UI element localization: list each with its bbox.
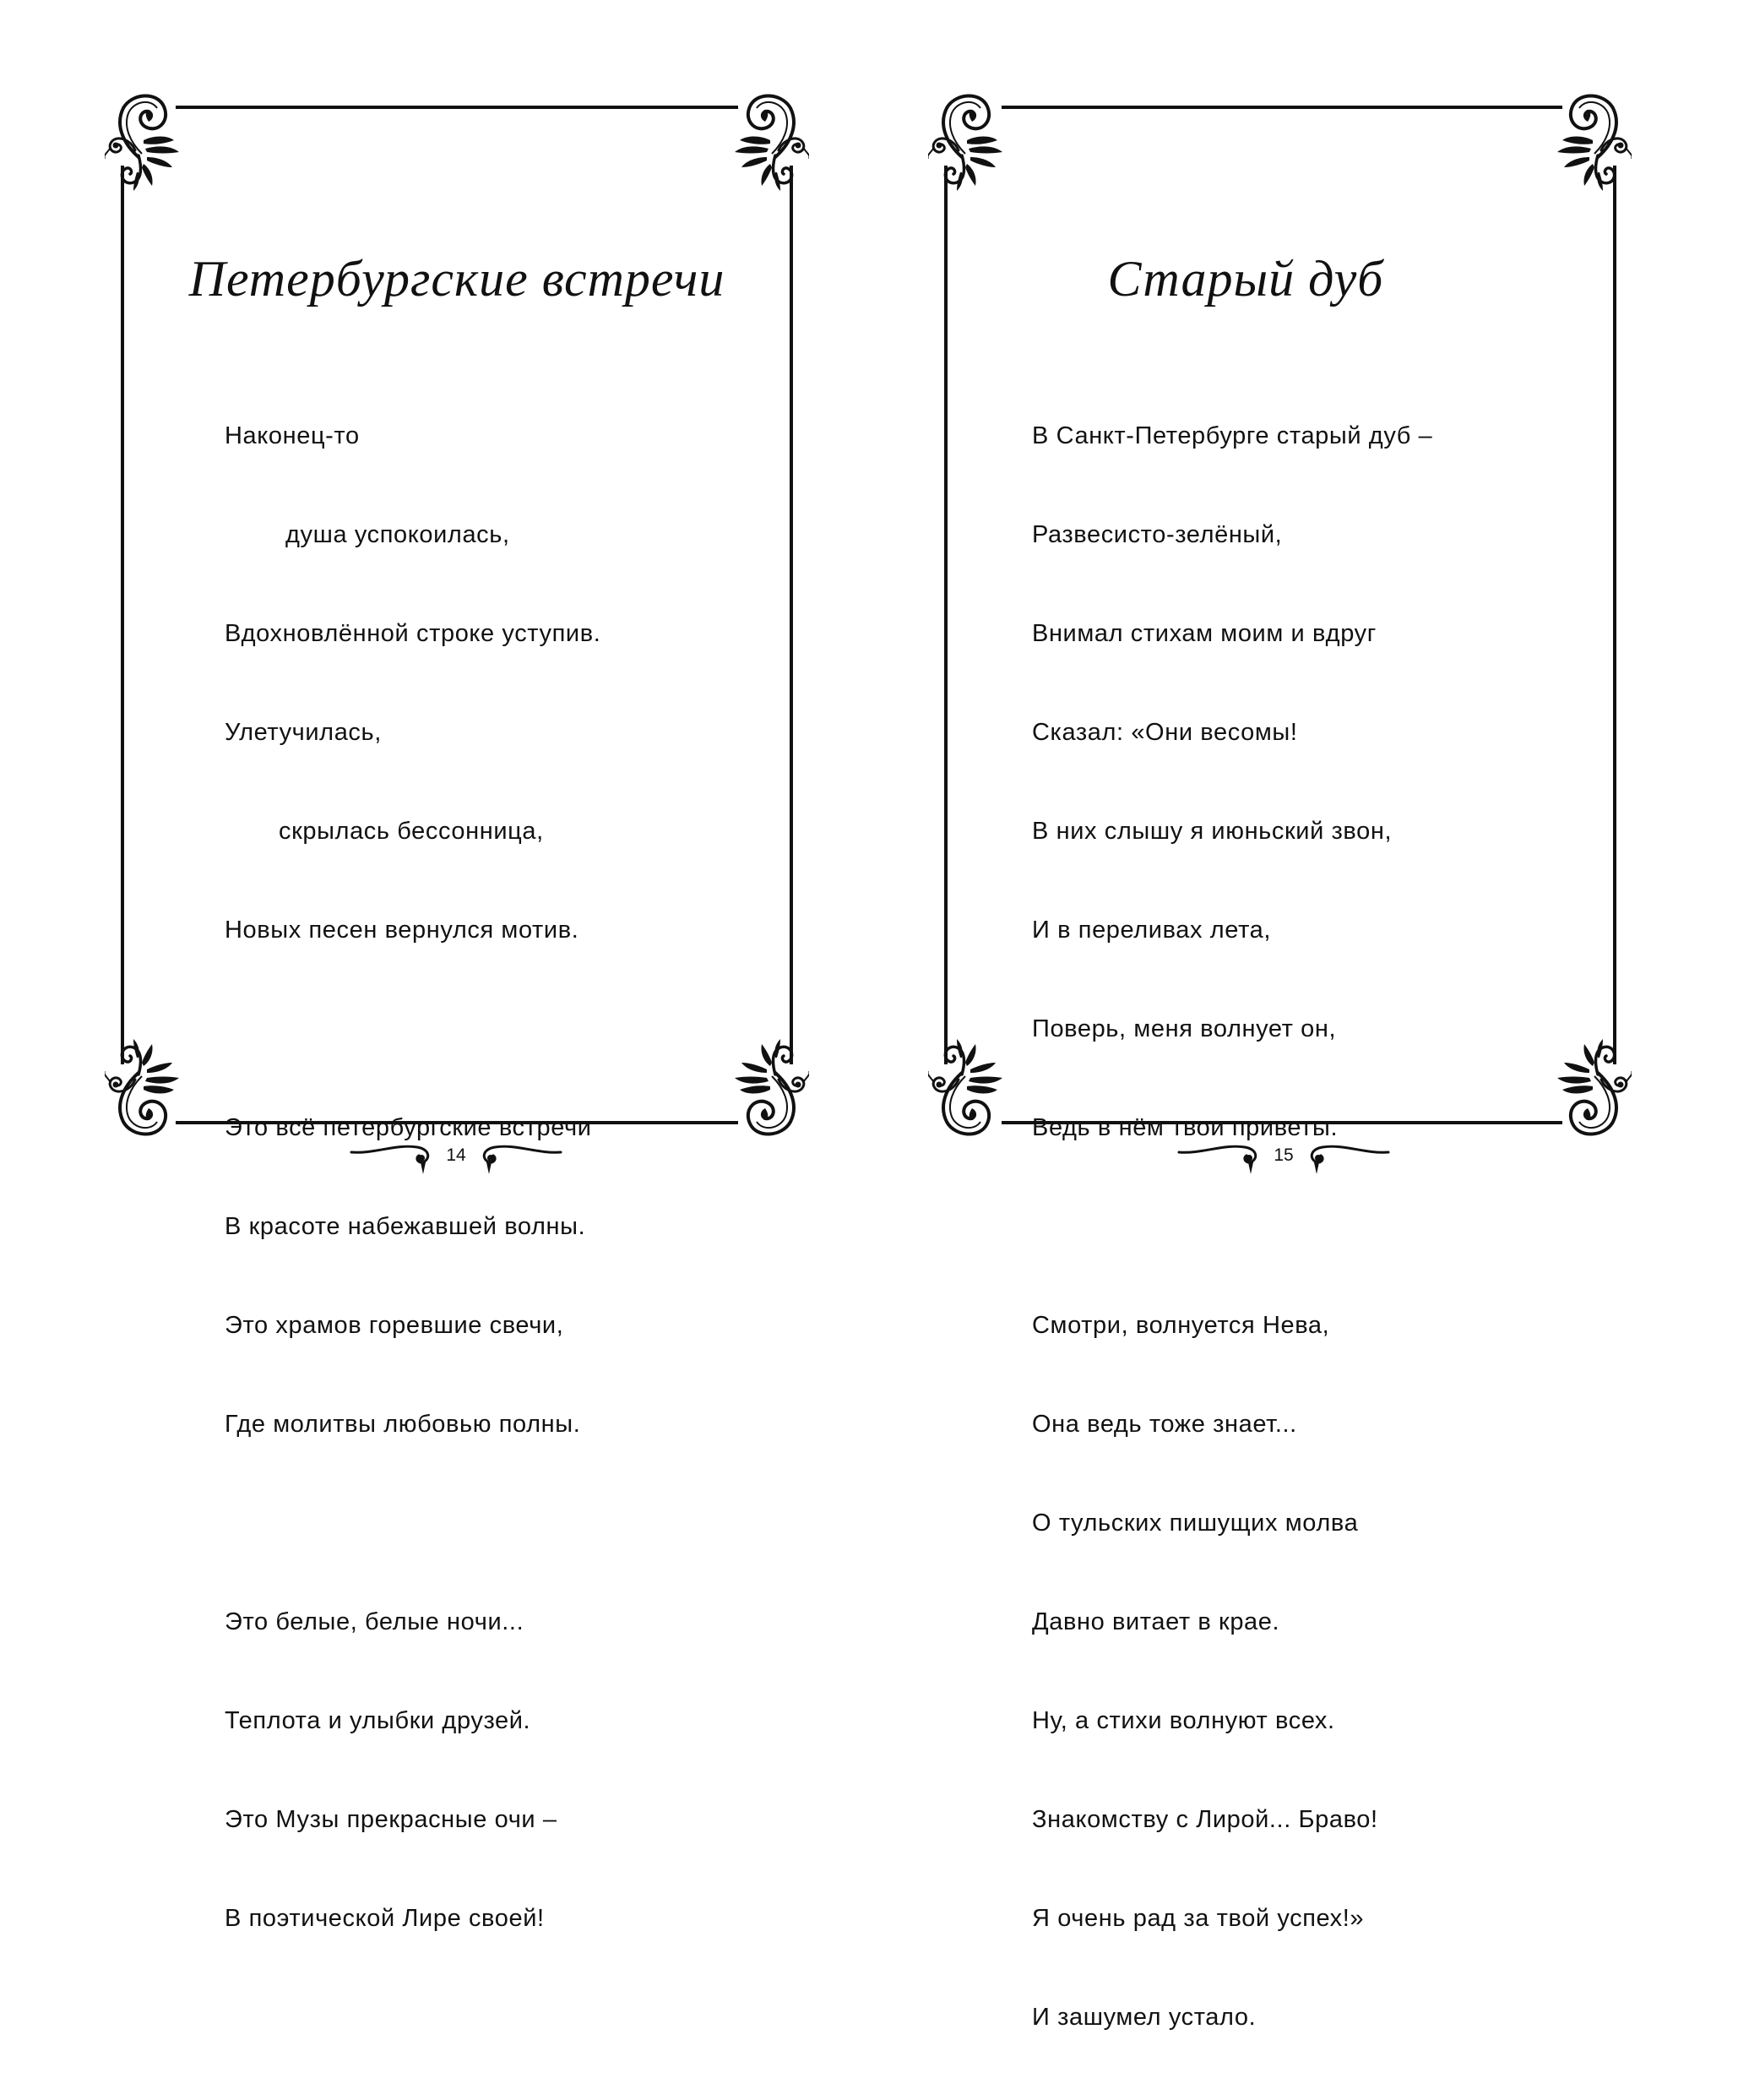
poem-line: Вдохновлённой строке уступив. — [225, 620, 601, 647]
poem-line: Знакомству с Лирой... Браво! — [1032, 1806, 1378, 1833]
poem-line: Давно витает в крае. — [1032, 1608, 1280, 1635]
frame-top-line — [1002, 106, 1562, 109]
poem-body — [1032, 354, 1432, 2100]
poem-line: Это всё петербургские встречи — [225, 1114, 592, 1141]
page-number: 15 — [1274, 1145, 1294, 1165]
poem-title: Петербургские встречи — [188, 251, 725, 307]
poem-line: В них слышу я июньский звон, — [1032, 818, 1393, 845]
poem-line: Это храмов горевшие свечи, — [225, 1312, 564, 1339]
curl-flourish-icon — [1306, 1140, 1390, 1174]
poem-line: душа успокоилась, — [285, 521, 510, 548]
poem-line: Улетучилась, — [225, 719, 382, 746]
poem-line: Теплота и улыбки друзей. — [225, 1707, 531, 1734]
stanza-break — [1032, 1210, 1432, 1243]
poem-line: Я очень рад за твой успех!» — [1032, 1905, 1365, 1932]
stanza-break — [225, 1507, 600, 1540]
poem-line: И зашумел устало. — [1032, 2004, 1257, 2031]
poem-line: скрылась бессонница, — [279, 818, 544, 845]
poem-line: В красоте набежавшей волны. — [225, 1213, 586, 1240]
poem-line: Это белые, белые ночи... — [225, 1608, 524, 1635]
poem-line: Внимал стихам моим и вдруг — [1032, 620, 1377, 647]
poem-line: Это Музы прекрасные очи – — [225, 1806, 557, 1833]
poem-line: И в переливах лета, — [1032, 917, 1272, 944]
frame-right-line — [1613, 166, 1616, 1064]
poem-line: Где молитвы любовью полны. — [225, 1411, 581, 1438]
poem-line: Смотри, волнуется Нева, — [1032, 1312, 1330, 1339]
page-number: 14 — [446, 1145, 466, 1165]
poem-line: Поверь, меня волнует он, — [1032, 1015, 1337, 1042]
flourish-scroll-icon — [1554, 1039, 1632, 1139]
page-number-block — [1174, 1140, 1393, 1174]
flourish-scroll-icon — [928, 91, 1006, 191]
flourish-scroll-icon — [928, 1039, 1006, 1139]
poem-line: Она ведь тоже знает... — [1032, 1411, 1297, 1438]
poem-title: Старый дуб — [1107, 251, 1384, 307]
poem-line: Сказал: «Они весомы! — [1032, 719, 1298, 746]
poem-line: Ну, а стихи волнуют всех. — [1032, 1707, 1335, 1734]
flourish-scroll-icon — [1554, 91, 1632, 191]
poem-line: В Санкт-Петербурге старый дуб – — [1032, 422, 1433, 449]
poem-line: Ведь в нём твои приветы. — [1032, 1114, 1339, 1141]
poem-line: Наконец-то — [225, 422, 360, 449]
poem-line: О тульских пишущих молва — [1032, 1510, 1359, 1537]
poem-line: Новых песен вернулся мотив. — [225, 917, 579, 944]
poem-line: Развесисто-зелёный, — [1032, 521, 1283, 548]
poem-line: В поэтической Лире своей! — [225, 1905, 545, 1932]
